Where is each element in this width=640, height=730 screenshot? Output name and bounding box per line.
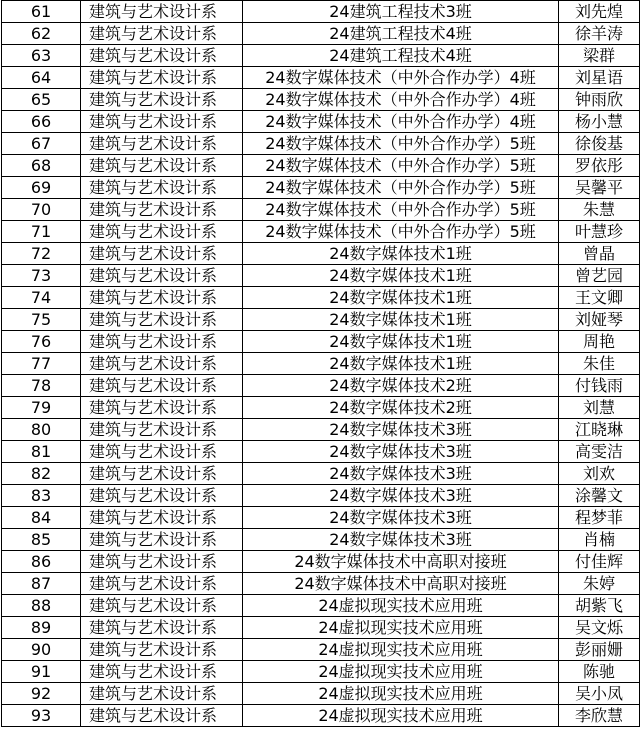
student-name-cell: 程梦菲 <box>559 507 640 529</box>
student-name-cell: 杨小慧 <box>559 111 640 133</box>
table-row <box>2 617 640 639</box>
department-cell: 建筑与艺术设计系 <box>81 1 243 23</box>
department-cell: 建筑与艺术设计系 <box>81 419 243 441</box>
department-cell: 建筑与艺术设计系 <box>81 199 243 221</box>
row-number-cell: 83 <box>2 485 81 507</box>
row-number-cell: 87 <box>2 573 81 595</box>
department-cell: 建筑与艺术设计系 <box>81 331 243 353</box>
row-number-cell: 74 <box>2 287 81 309</box>
department-cell: 建筑与艺术设计系 <box>81 155 243 177</box>
row-number-cell: 89 <box>2 617 81 639</box>
class-cell: 24虚拟现实技术应用班 <box>243 617 559 639</box>
row-number-cell: 93 <box>2 705 81 727</box>
row-number-cell: 82 <box>2 463 81 485</box>
row-number-cell: 76 <box>2 331 81 353</box>
department-cell: 建筑与艺术设计系 <box>81 529 243 551</box>
department-cell: 建筑与艺术设计系 <box>81 309 243 331</box>
class-cell: 24数字媒体技术（中外合作办学）5班 <box>243 177 559 199</box>
department-cell: 建筑与艺术设计系 <box>81 221 243 243</box>
class-cell: 24数字媒体技术1班 <box>243 287 559 309</box>
class-cell: 24数字媒体技术中高职对接班 <box>243 551 559 573</box>
student-name-cell: 王文卿 <box>559 287 640 309</box>
department-cell: 建筑与艺术设计系 <box>81 177 243 199</box>
row-number-cell: 69 <box>2 177 81 199</box>
row-number-cell: 61 <box>2 1 81 23</box>
student-name-cell: 徐俊基 <box>559 133 640 155</box>
class-cell: 24建筑工程技术3班 <box>243 1 559 23</box>
class-cell: 24数字媒体技术3班 <box>243 507 559 529</box>
table-row <box>2 661 640 683</box>
class-cell: 24虚拟现实技术应用班 <box>243 705 559 727</box>
class-cell: 24数字媒体技术3班 <box>243 529 559 551</box>
row-number-cell: 92 <box>2 683 81 705</box>
row-number-cell: 65 <box>2 89 81 111</box>
table-row <box>2 463 640 485</box>
class-cell: 24数字媒体技术3班 <box>243 419 559 441</box>
student-name-cell: 钟雨欣 <box>559 89 640 111</box>
student-name-cell: 涂馨文 <box>559 485 640 507</box>
class-cell: 24建筑工程技术4班 <box>243 23 559 45</box>
table-row <box>2 331 640 353</box>
row-number-cell: 68 <box>2 155 81 177</box>
department-cell: 建筑与艺术设计系 <box>81 243 243 265</box>
table-row <box>2 1 640 23</box>
row-number-cell: 70 <box>2 199 81 221</box>
row-number-cell: 72 <box>2 243 81 265</box>
row-number-cell: 78 <box>2 375 81 397</box>
table-row <box>2 309 640 331</box>
student-name-cell: 朱佳 <box>559 353 640 375</box>
student-name-cell: 曾艺园 <box>559 265 640 287</box>
student-list-table <box>1 0 640 727</box>
student-name-cell: 吴小凤 <box>559 683 640 705</box>
table-row <box>2 67 640 89</box>
row-number-cell: 90 <box>2 639 81 661</box>
table-row <box>2 111 640 133</box>
student-name-cell: 李欣慧 <box>559 705 640 727</box>
row-number-cell: 77 <box>2 353 81 375</box>
class-cell: 24数字媒体技术（中外合作办学）4班 <box>243 111 559 133</box>
table-row <box>2 221 640 243</box>
class-cell: 24数字媒体技术3班 <box>243 441 559 463</box>
table-row <box>2 573 640 595</box>
class-cell: 24数字媒体技术1班 <box>243 353 559 375</box>
department-cell: 建筑与艺术设计系 <box>81 111 243 133</box>
department-cell: 建筑与艺术设计系 <box>81 133 243 155</box>
class-cell: 24虚拟现实技术应用班 <box>243 661 559 683</box>
student-name-cell: 高雯洁 <box>559 441 640 463</box>
student-name-cell: 梁群 <box>559 45 640 67</box>
department-cell: 建筑与艺术设计系 <box>81 705 243 727</box>
student-name-cell: 肖楠 <box>559 529 640 551</box>
class-cell: 24数字媒体技术（中外合作办学）4班 <box>243 67 559 89</box>
table-row <box>2 155 640 177</box>
department-cell: 建筑与艺术设计系 <box>81 353 243 375</box>
department-cell: 建筑与艺术设计系 <box>81 397 243 419</box>
table-row <box>2 45 640 67</box>
class-cell: 24虚拟现实技术应用班 <box>243 683 559 705</box>
table-row <box>2 243 640 265</box>
table-row <box>2 199 640 221</box>
row-number-cell: 71 <box>2 221 81 243</box>
class-cell: 24数字媒体技术（中外合作办学）4班 <box>243 89 559 111</box>
student-name-cell: 刘先煌 <box>559 1 640 23</box>
table-row <box>2 639 640 661</box>
student-name-cell: 朱婷 <box>559 573 640 595</box>
department-cell: 建筑与艺术设计系 <box>81 683 243 705</box>
row-number-cell: 62 <box>2 23 81 45</box>
department-cell: 建筑与艺术设计系 <box>81 375 243 397</box>
table-row <box>2 551 640 573</box>
row-number-cell: 79 <box>2 397 81 419</box>
table-row <box>2 265 640 287</box>
class-cell: 24数字媒体技术（中外合作办学）5班 <box>243 199 559 221</box>
table-body <box>2 1 640 727</box>
department-cell: 建筑与艺术设计系 <box>81 573 243 595</box>
class-cell: 24数字媒体技术1班 <box>243 331 559 353</box>
class-cell: 24建筑工程技术4班 <box>243 45 559 67</box>
row-number-cell: 63 <box>2 45 81 67</box>
student-name-cell: 刘慧 <box>559 397 640 419</box>
department-cell: 建筑与艺术设计系 <box>81 441 243 463</box>
student-name-cell: 刘欢 <box>559 463 640 485</box>
class-cell: 24数字媒体技术1班 <box>243 265 559 287</box>
department-cell: 建筑与艺术设计系 <box>81 551 243 573</box>
class-cell: 24数字媒体技术（中外合作办学）5班 <box>243 133 559 155</box>
class-cell: 24虚拟现实技术应用班 <box>243 595 559 617</box>
student-name-cell: 彭丽姗 <box>559 639 640 661</box>
row-number-cell: 75 <box>2 309 81 331</box>
row-number-cell: 80 <box>2 419 81 441</box>
class-cell: 24数字媒体技术中高职对接班 <box>243 573 559 595</box>
department-cell: 建筑与艺术设计系 <box>81 89 243 111</box>
class-cell: 24虚拟现实技术应用班 <box>243 639 559 661</box>
student-name-cell: 吴馨平 <box>559 177 640 199</box>
table-row <box>2 507 640 529</box>
row-number-cell: 66 <box>2 111 81 133</box>
department-cell: 建筑与艺术设计系 <box>81 485 243 507</box>
row-number-cell: 73 <box>2 265 81 287</box>
class-cell: 24数字媒体技术1班 <box>243 309 559 331</box>
student-name-cell: 付钱雨 <box>559 375 640 397</box>
class-cell: 24数字媒体技术3班 <box>243 463 559 485</box>
table-row <box>2 705 640 727</box>
row-number-cell: 81 <box>2 441 81 463</box>
student-name-cell: 徐羊涛 <box>559 23 640 45</box>
student-name-cell: 胡紫飞 <box>559 595 640 617</box>
student-name-cell: 叶慧珍 <box>559 221 640 243</box>
table-row <box>2 23 640 45</box>
department-cell: 建筑与艺术设计系 <box>81 617 243 639</box>
table-row <box>2 89 640 111</box>
student-name-cell: 付佳辉 <box>559 551 640 573</box>
class-cell: 24数字媒体技术2班 <box>243 375 559 397</box>
row-number-cell: 88 <box>2 595 81 617</box>
table-row <box>2 375 640 397</box>
class-cell: 24数字媒体技术2班 <box>243 397 559 419</box>
student-name-cell: 吴文烁 <box>559 617 640 639</box>
student-name-cell: 刘娅琴 <box>559 309 640 331</box>
department-cell: 建筑与艺术设计系 <box>81 463 243 485</box>
department-cell: 建筑与艺术设计系 <box>81 595 243 617</box>
row-number-cell: 64 <box>2 67 81 89</box>
student-name-cell: 周艳 <box>559 331 640 353</box>
table-row <box>2 353 640 375</box>
class-cell: 24数字媒体技术（中外合作办学）5班 <box>243 155 559 177</box>
department-cell: 建筑与艺术设计系 <box>81 661 243 683</box>
department-cell: 建筑与艺术设计系 <box>81 507 243 529</box>
student-name-cell: 陈驰 <box>559 661 640 683</box>
table-row <box>2 177 640 199</box>
table-row <box>2 419 640 441</box>
table-row <box>2 441 640 463</box>
row-number-cell: 84 <box>2 507 81 529</box>
row-number-cell: 91 <box>2 661 81 683</box>
department-cell: 建筑与艺术设计系 <box>81 23 243 45</box>
student-name-cell: 罗依彤 <box>559 155 640 177</box>
class-cell: 24数字媒体技术3班 <box>243 485 559 507</box>
table-row <box>2 397 640 419</box>
student-name-cell: 刘星语 <box>559 67 640 89</box>
student-name-cell: 朱慧 <box>559 199 640 221</box>
department-cell: 建筑与艺术设计系 <box>81 45 243 67</box>
class-cell: 24数字媒体技术（中外合作办学）5班 <box>243 221 559 243</box>
table-row <box>2 287 640 309</box>
department-cell: 建筑与艺术设计系 <box>81 639 243 661</box>
table-row <box>2 529 640 551</box>
student-name-cell: 江晓琳 <box>559 419 640 441</box>
row-number-cell: 67 <box>2 133 81 155</box>
row-number-cell: 85 <box>2 529 81 551</box>
table-row <box>2 133 640 155</box>
row-number-cell: 86 <box>2 551 81 573</box>
department-cell: 建筑与艺术设计系 <box>81 287 243 309</box>
student-name-cell: 曾晶 <box>559 243 640 265</box>
department-cell: 建筑与艺术设计系 <box>81 67 243 89</box>
table-row <box>2 683 640 705</box>
table-row <box>2 485 640 507</box>
department-cell: 建筑与艺术设计系 <box>81 265 243 287</box>
class-cell: 24数字媒体技术1班 <box>243 243 559 265</box>
table-row <box>2 595 640 617</box>
